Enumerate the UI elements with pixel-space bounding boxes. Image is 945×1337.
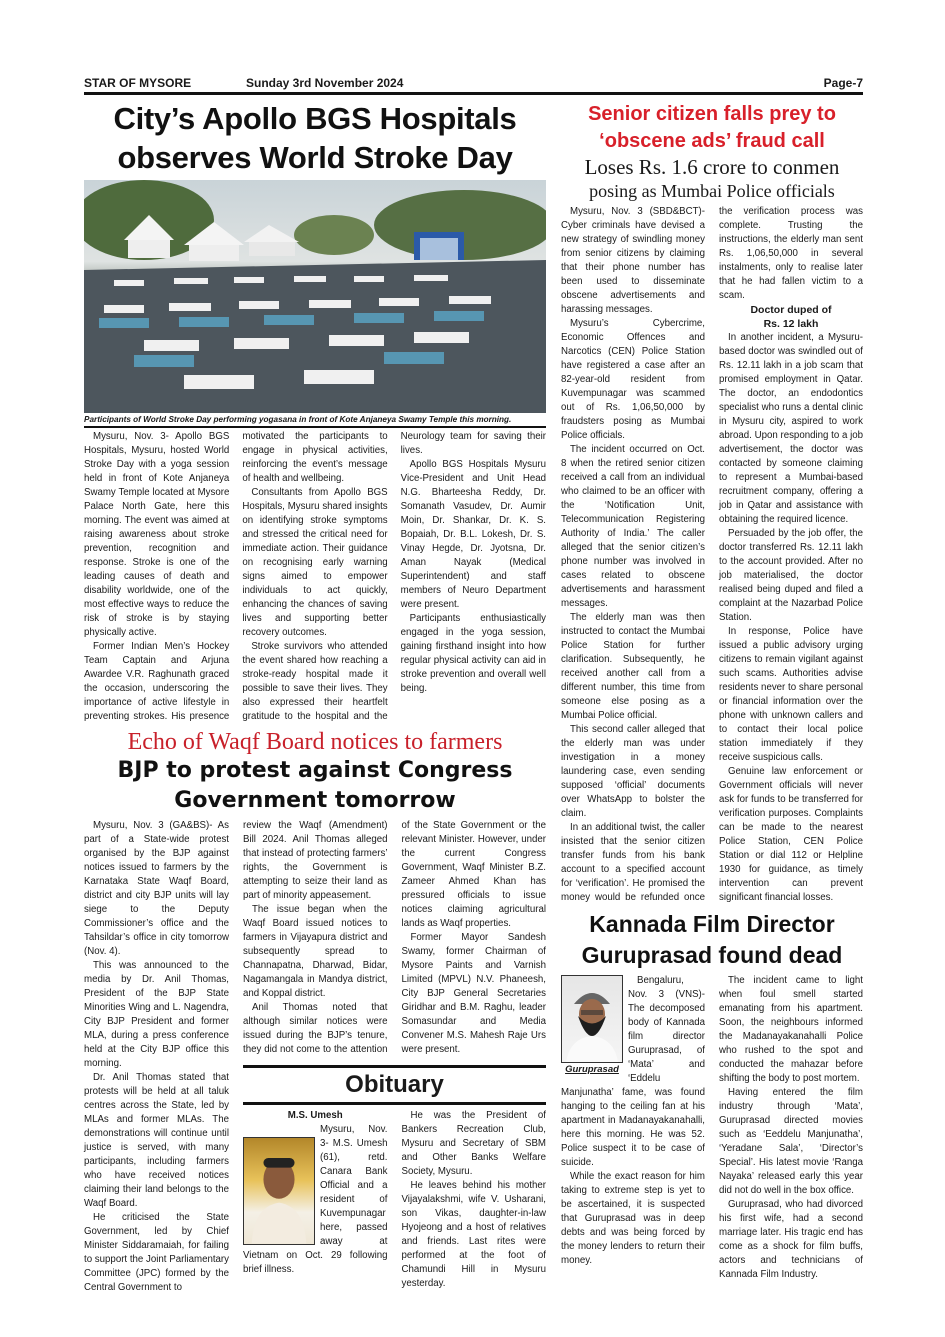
- photo-caption: Participants of World Stroke Day performing yogasana in front of Kote Anjaneya Swamy Temple this morning.: [84, 415, 512, 424]
- paragraph: review the Waqf (Amendment) Bill 2024. Anil Thomas alleged that instead of protecting farmers’ rights, the Government is attempting to seize their land as part of minority appeasement.: [243, 820, 388, 901]
- paragraph: Anil Thomas noted that although similar notices were issued during the BJP’s tenure, they did not come to the attention of the State Government or the relevant Minister. However, under the current Congress Government, Waqf Minister B.Z. Zameer Ahmed Khan has pressured officials to issue notices claiming agricultural lands as Waqf properties.: [243, 820, 546, 1055]
- paragraph: Mysuru, Nov. 3 (SBD&BCT)- Cyber criminals have devised a new strategy of swindling money from senior citizens by claiming that their phone number has been used to disseminate obscene advertisements and harassing messages.: [561, 206, 705, 315]
- paragraph: Genuine law enforcement or Government officials will never ask for funds to be transferred for verification purposes. Complaints can be made to the nearest Police Station, CEN Police Station or dial 112 or Helpline 1930 for guidance, as timely intervention can prevent significant financial losses.: [719, 766, 863, 903]
- apollo-article-body: [84, 430, 546, 724]
- paragraph: Mysuru’s Cybercrime, Economic Offences and Narcotics (CEN) Police Station have registered a case after an 82-year-old resident from Kuvempunagar was scammed out of Rs. 1,06,50,000 by fraudsters posing as Mumbai Police officials.: [561, 318, 705, 441]
- paragraph: Participants enthusiastically engaged in the yoga session, gaining firsthand insight into how regular physical activity can aid in stroke prevention and overall well being.: [400, 613, 546, 694]
- paragraph-group: [719, 331, 863, 905]
- waqf-kicker: Echo of Waqf Board notices to farmers: [127, 729, 503, 755]
- caption-rule: [84, 426, 546, 428]
- guruprasad-photo: [561, 975, 623, 1063]
- paragraph: The incident occurred on Oct. 8 when the retired senior citizen received a call from an individual who claimed to be an officer with the ‘Notification Unit, Telecommunication Registering Authority of India.’ The caller alleged that the senior citizen’s phone number was involved in cases related to obscene advertisements and harassment messages.: [561, 444, 705, 609]
- waqf-lower-area: [84, 819, 546, 1295]
- issue-date: Sunday 3rd November 2024: [246, 76, 404, 90]
- paragraph: This second caller alleged that the elderly man was under investigation in a money laundering case, even sending supposed ‘official’ documents over WhatsApp to bolster the claim.: [561, 724, 705, 819]
- paragraph: This was announced to the media by Dr. Anil Thomas, President of the BJP State Minorities Wing and L. Nagendra, City BJP President and former MLA, during a press conference held at the City BJP office this morning.: [84, 960, 229, 1069]
- paragraph: Former Indian Men’s Hockey Team Captain and Arjuna Awardee V.R. Raghunath graced the occasion, underscoring the importance of active lifestyle in preventing strokes. His presence motivated the participants to engage in physical activities, reinforcing the event’s message of health and wellbeing.: [84, 431, 388, 722]
- paragraph: [243, 1123, 388, 1277]
- paragraph: Dr. Anil Thomas stated that protests will be held at all taluk centres across the State, led by MLAs and former MLAs. The demonstrations will continue until justice is served, with many participants, including farmers who have received notices claiming their land belongs to the Waqf Board.: [84, 1072, 229, 1209]
- obituary-name: M.S. Umesh: [287, 1110, 343, 1121]
- masthead-rule: [84, 92, 863, 95]
- scam-article-body: [561, 205, 863, 905]
- headline-line: Government tomorrow: [174, 788, 456, 813]
- headline-line: Senior citizen falls prey to: [588, 103, 836, 125]
- paragraph: Guruprasad, who had divorced his first wife, had a second marriage later. His tragic end has come as a shock for film buffs, actors and technicians of Kannada Film Industry.: [719, 1199, 863, 1280]
- apollo-headline: [84, 99, 546, 177]
- kannada-headline: [561, 909, 863, 971]
- subheading-line: Rs. 12 lakh: [763, 318, 819, 330]
- paragraph: The issue began when the Waqf Board issued notices to farmers in Vijayapura district and subsequently spread to Channapatna, Dharwad, Bidar, Nagamangala in Mandya district, and Koppal district.: [243, 904, 388, 999]
- paragraph: He was the President of Bankers Recreation Club, Mysuru and Secretary of SBM and Other Banks Welfare Society, Mysuru.: [401, 1110, 546, 1177]
- obituary-body: [243, 1109, 546, 1291]
- obituary-title: Obituary: [345, 1071, 444, 1098]
- headline-line: Kannada Film Director: [589, 911, 835, 937]
- paragraph-text: Mysuru, Nov. 3- M.S. Umesh (61), retd. Canara Bank Official and a resident of Kuvempunagar here, passed away at Vietnam on Oct. 29 following brief illness.: [243, 1124, 388, 1275]
- paragraph: In response, Police have issued a public advisory urging citizens to remain vigilant against such scams. Authorities advise residents never to share personal or financial information over the phone with unknown callers and to contact their local police station immediately if they receive suspicious calls.: [719, 626, 863, 763]
- headline-line: Guruprasad found dead: [581, 942, 843, 968]
- headline-line: City’s Apollo BGS Hospitals: [113, 101, 517, 136]
- scam-subhead-1: Loses Rs. 1.6 crore to conmen: [584, 155, 840, 179]
- paragraph: Having entered the film industry through ‘Mata’, Guruprasad directed movies such as ‘Eeddelu Manjunatha’, ‘Yeradane Sala’, ‘Director’s Special’. His latest movie ‘Ranga Nayaka’ released early this year did not do well in the box office.: [719, 1087, 863, 1196]
- paragraph: He criticised the State Government, led by Chief Minister Siddaramaiah, for failing to support the Joint Parliamentary Committee (JPC) formed by the Central Government to: [84, 1212, 229, 1293]
- paragraph: The incident came to light when foul smell started emanating from his apartment. Soon, the neighbours informed the Madanayakanahalli Police who rushed to the spot and conducted the mahazar before shifting the body to post mortem.: [719, 975, 863, 1084]
- scam-headline: [561, 101, 863, 155]
- right-region: [561, 101, 863, 1282]
- paragraph: Mysuru, Nov. 3- Apollo BGS Hospitals, Mysuru, hosted World Stroke Day with a yoga session held in front of Kote Anjaneya Swamy Temple located at Mysore Palace North Gate, here this morning. The event was aimed at raising awareness about stroke prevention, recognition and response. Stroke is one of the leading causes of death and disability worldwide, one of the most effective ways to reduce the risk of stroke is by staying physically active.: [84, 431, 230, 638]
- subheading: [719, 303, 863, 331]
- paragraph-text: Bengaluru, Nov. 3 (VNS)- The decomposed body of Kannada film director Guruprasad, of ‘Mata’ and ‘Eddelu Manjunatha’ fame, was found hanging to the ceiling fan at his apartment in Madanayakanahalli, here this morning. He was 52. Police suspect it to be case of suicide.: [561, 975, 705, 1168]
- waqf-article-column-1: [84, 819, 229, 1295]
- paragraph: Persuaded by the job offer, the doctor transferred Rs. 12.11 lakh to the account provided. After no job materialised, the doctor realised being duped and filed a complaint at the Nazarbad Police Station.: [719, 528, 863, 623]
- scam-subhead-2: posing as Mumbai Police officials: [589, 181, 835, 201]
- paragraph: Mysuru, Nov. 3 (GA&BS)- As part of a State-wide protest organised by the BJP against notices issued to farmers by the Karnataka State Waqf Board, district and city BJP units will lay siege to the Deputy Commissioner’s office and the Tahsildar’s office in city tomorrow (Nov. 4).: [84, 820, 229, 957]
- newspaper-name: STAR OF MYSORE: [84, 76, 192, 90]
- paragraph: Former Mayor Sandesh Swamy, former Chairman of Mysore Paints and Varnish Limited (MPVL) N.V. Phaneesh, City BJP General Secretaries Giridhar and B.M. Raghu, leader Somasundar and Media Convener M.S. Mahesh Raje Urs were present.: [401, 932, 546, 1055]
- photo-caption: Guruprasad: [565, 1064, 619, 1075]
- paragraph: In an additional twist, the caller insisted that the senior citizen transfer funds from his bank account to a specified account for ‘verification’. He promised the money would be refunded once the verification process was complete. Trusting the instructions, the elderly man sent Rs. 1,06,50,000 in several instalments, only to realise later that he had fallen victim to a scam.: [561, 206, 863, 903]
- yoga-event-photo: [84, 180, 546, 413]
- subheading-line: Doctor duped of: [750, 304, 832, 316]
- kannada-article-body: [561, 974, 863, 1282]
- waqf-right-area: [243, 819, 546, 1295]
- page-number: Page-7: [823, 76, 863, 90]
- left-region: [84, 99, 546, 1295]
- paragraph: Apollo BGS Hospitals Mysuru Vice-President and Unit Head N.G. Bharteesha Reddy, Dr. Somanath Vasudev, Dr. Aumir Moin, Dr. Shankar, Dr. K. S. Bopaiah, Dr. B.L. Lokesh, Dr. S. Vinay Hegde, Dr. Jyotsna, Dr. Aman Nayak (Medical Superintendent) and staff members of Neuro Department were present.: [400, 459, 546, 610]
- headline-line: observes World Stroke Day: [117, 140, 513, 175]
- headline-line: ‘obscene ads’ fraud call: [599, 130, 825, 152]
- obituary-bottom-rule: [243, 1102, 546, 1105]
- guruprasad-photo-block: [561, 975, 623, 1077]
- paragraph: Stroke survivors who attended the event shared how reaching a stroke-ready hospital made it possible to save their lives. They also expressed their heartfelt gratitude to the hospital and the Neurology team for saving their lives.: [242, 431, 546, 722]
- waqf-article-columns-2-3: [243, 819, 546, 1057]
- paragraph: While the exact reason for him taking to extreme step is yet to be ascertained, it is suspected that Guruprasad was in deep debts and was being forced by the money lenders to return their money.: [561, 1171, 705, 1266]
- paragraph: The elderly man was then instructed to contact the Mumbai Police Station for further clarification. Subsequently, he received another call from a different number, this time from someone else posing as a Mumbai Police official.: [561, 612, 705, 721]
- obituary-portrait-photo: [243, 1137, 315, 1245]
- paragraph: [561, 974, 705, 1170]
- paragraph: He leaves behind his mother Vijayalakshmi, wife V. Usharani, son Vikas, daughter-in-law Hyojeong and a host of relatives and friends. Last rites were performed at the foot of Chamundi Hill in Mysuru yesterday.: [401, 1180, 546, 1289]
- paragraph: In another incident, a Mysuru-based doctor was swindled out of Rs. 12.11 lakh in a job scam that promised employment in Qatar. The doctor, an endodontics specialist who runs a dental clinic in Mysuru city, aspired to work abroad. Upon responding to a job advertisement, the doctor was contacted by someone claiming to represent a Mumbai-based recruitment company, offering a job in Qatar and assistance with obtaining the required licence.: [719, 332, 863, 525]
- waqf-headline: [84, 756, 546, 816]
- headline-line: BJP to protest against Congress: [117, 758, 513, 783]
- paragraph: Consultants from Apollo BGS Hospitals, Mysuru shared insights on identifying stroke symptoms and stressed the critical need for immediate action. Their guidance on recognising early warning signs aimed to empower individuals to act quickly, enhancing the chances of saving lives and supporting better recovery outcomes.: [242, 487, 388, 638]
